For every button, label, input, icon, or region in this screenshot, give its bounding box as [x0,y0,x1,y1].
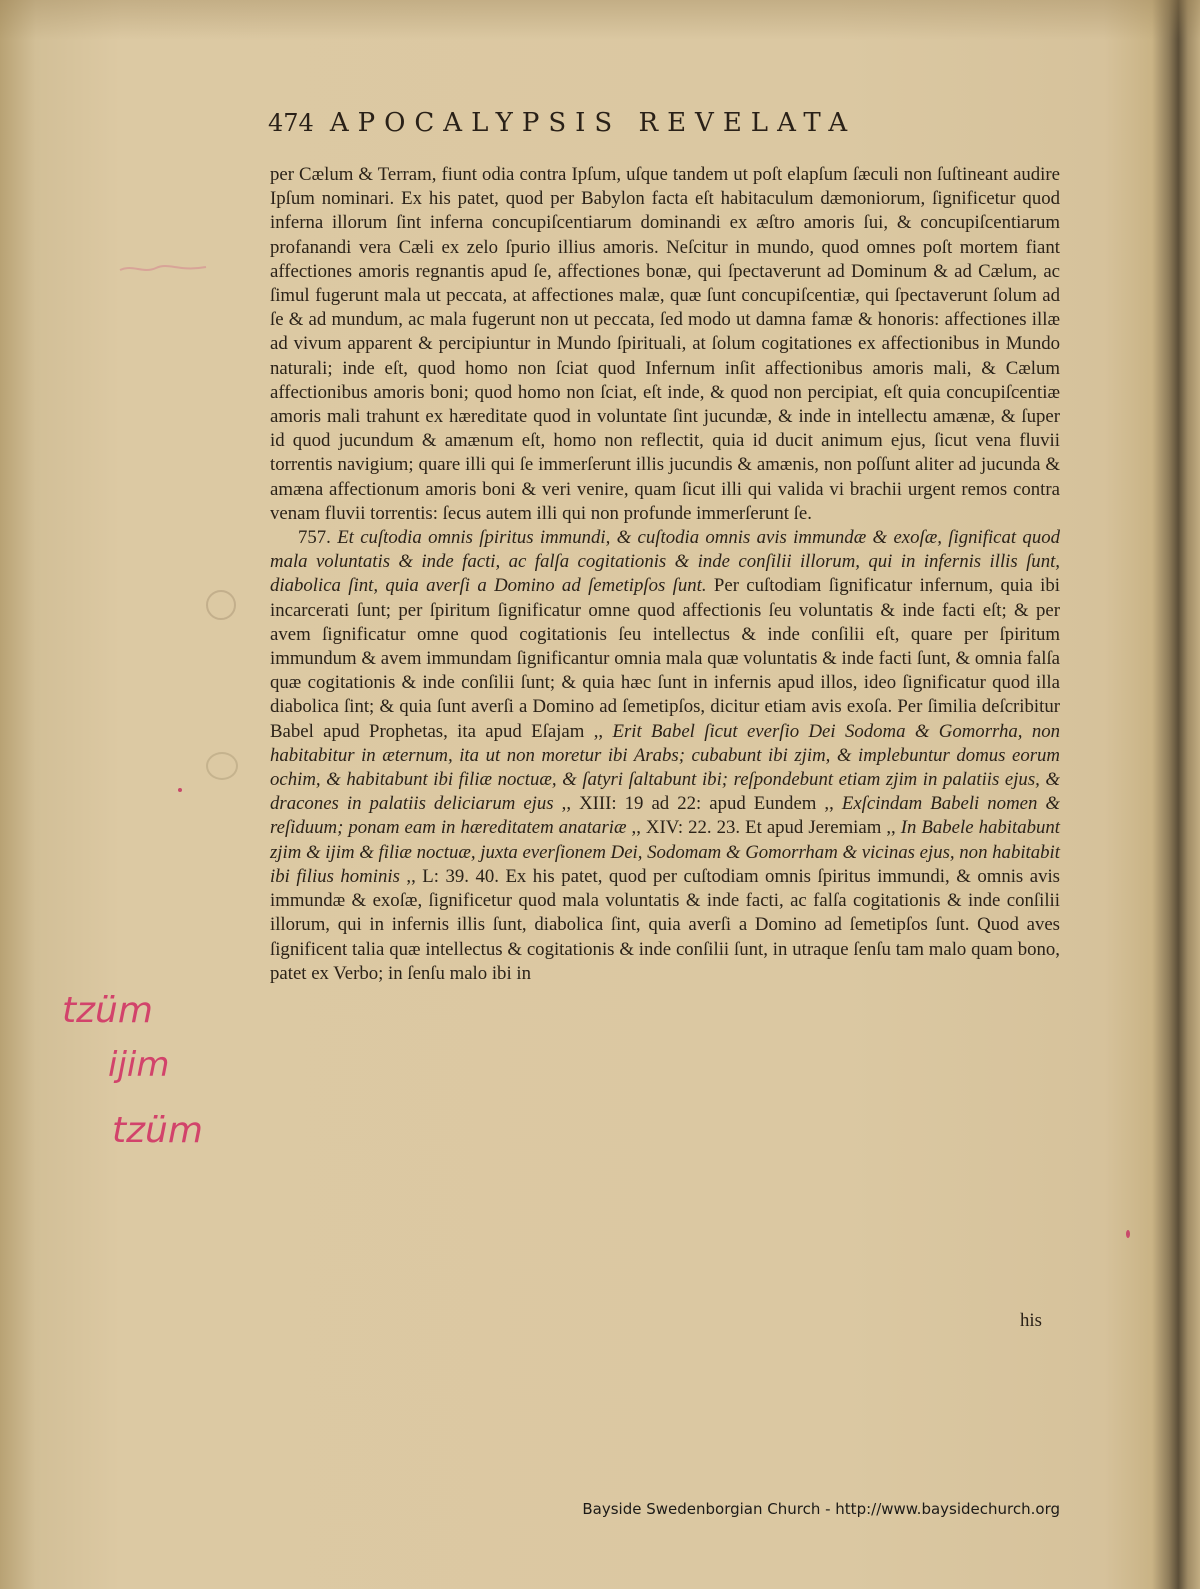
page-number: 474 [268,109,314,137]
catchword: his [1020,1310,1042,1331]
page-discoloration [0,0,1200,40]
paragraph-text: Per cuſtodiam ſignificatur infernum, quia ibi incarcerati ſunt; per ſpiritum ſignificatur omne quod affectionis ſeu voluntatis & inde facti eſt; & per avem ſignificatur omne quod cogitationis ſeu intellectus & inde conſilii eſt, quare per ſpiritum immundum & avem immundam ſignificantur omnia mala quæ voluntatis & inde facti ſunt, & omnia falſa quæ cogitationis & inde conſilii ſunt; & quia hæc ſunt in infernis apud illos, ideo ſignificatur quod illa diabolica ſint; & quia ſunt averſi a Domino ad ſemetipſos, dicitur etiam avis exoſa. Per ſimilia deſcribitur Babel apud Prophetas, ita apud Eſajam ,, [270,575,1060,742]
scripture-quote: In Babele habitabunt zjim & ijim & filiæ noctuæ, juxta everſionem Dei, Sodomam & Gomorrham & vicinas ejus, non habitabit ibi filius hominis [270,817,1060,887]
paragraph-757 [270,526,1060,986]
page-header [268,108,1028,148]
scripture-quote: Exſcindam Babeli nomen & reſiduum; ponam eam in hæreditatem anatariæ [270,793,1061,839]
italic-heading-text: Et cuſtodia omnis ſpiritus immundi, & cuſtodia omnis avis immundæ & exoſæ, ſignificat quod mala voluntatis & inde facti, ac falſa cogitationis & inde conſilii illorum, qui in infernis illis ſunt, diabolica ſint, quia averſi a Domino ad ſemetipſos ſunt. [270,527,1060,597]
stain-mark [206,590,236,620]
handwritten-note: tzüm [112,1110,203,1151]
stain-mark [206,752,238,780]
handwritten-note: ijim [108,1045,170,1085]
scripture-quote: Erit Babel ſicut everſio Dei Sodoma & Gomorrha, non habitabitur in æternum, ita ut non moretur ibi Arabs; cubabunt ibi zjim, & implebuntur domus eorum ochim, & habitabunt ibi filiæ noctuæ, & ſatyri ſaltabunt ibi; reſpondebunt etiam zjim in palatiis ejus, & dracones in palatiis deliciarum ejus [270,720,1060,815]
scripture-reference: ,, XIV: 22. 23. Et apud Jeremiam ,, [631,817,896,839]
running-title: APOCALYPSIS REVELATA [329,108,857,138]
handwritten-note: tzüm [62,990,153,1031]
main-text [270,163,1060,986]
stain-mark [178,788,182,792]
scripture-reference: ,, XIII: 19 ad 22: apud Eundem ,, [561,793,834,815]
paragraph-text: Ex his patet, quod per cuſtodiam omnis ſpiritus immundi, & omnis avis immundæ & exoſæ, ſignificetur quod mala voluntatis & inde facti, ac falſa cogitationis & inde conſilii illorum, qui in infernis illis ſunt, diabolica ſint, quia averſi a Domino ad ſemetipſos ſunt. Quod aves ſignificent talia quæ intellectus & cogitationis & inde conſilii ſunt, in utraque ſenſu tam malo quam bono, patet ex Verbo; in ſenſu malo ibi in [270,865,1060,984]
scripture-reference: ,, L: 39. 40. [406,865,499,887]
stain-mark [1126,1230,1130,1238]
paragraph-number: 757. [298,527,331,549]
paragraph: per Cælum & Terram, fiunt odia contra Ipſum, uſque tandem ut poſt elapſum ſæculi non ſuſtineant audire Ipſum nominari. Ex his patet, quod per Babylon facta eſt habitaculum dæmoniorum, ſignificetur quod inferna illorum ſint inferna concupiſcentiarum dominandi ex æſtro amoris ſui, & concupiſcentiarum profanandi vera Cæli ex zelo ſpurio illius amoris. Neſcitur in mundo, quod omnes poſt mortem fiant affectiones amoris regnantis apud ſe, affectiones bonæ, qui ſpectaverunt ad Dominum & ad Cælum, ac ſimul fugerunt mala ut peccata, at affectiones malæ, quæ ſunt concupiſcentiæ, qui ſpectaverunt ſolum ad ſe & ad mundum, ac mala fugerunt non ut peccata, ſed modo ut damna famæ & honoris: affectiones illæ ad vivum apparent & percipiuntur in Mundo ſpirituali, at ſolum cogitationes ex affectionibus in Mundo naturali; inde eſt, quod homo non ſciat quod Infernum inſit affectionibus amoris mali, & Cælum affectionibus amoris boni; quod homo non ſciat, eſt inde, & quod non percipiat, eſt quia concupiſcentiæ amoris mali trahunt ex hæreditate quod in voluntate ſint jucundæ, & inde in intellectu amænæ, & ſuper id quod jucundum & amænum eſt, homo non reflectit, quia id ducit animum ejus, ſicut vena fluvii torrentis navigium; quare illi qui ſe immerſerunt illis jucundis & amænis, non poſſunt aliter ad jucunda & amæna affectionum amoris boni & veri venire, quam ſicut illi qui valida vi brachii urgent remos contra venam fluvii torrentis: ſecus autem illi qui non profunde immerſerunt ſe. [270,164,1060,524]
footer-credit: Bayside Swedenborgian Church - http://www.baysidechurch.org [582,1500,1060,1518]
faint-pencil-mark [118,262,208,276]
